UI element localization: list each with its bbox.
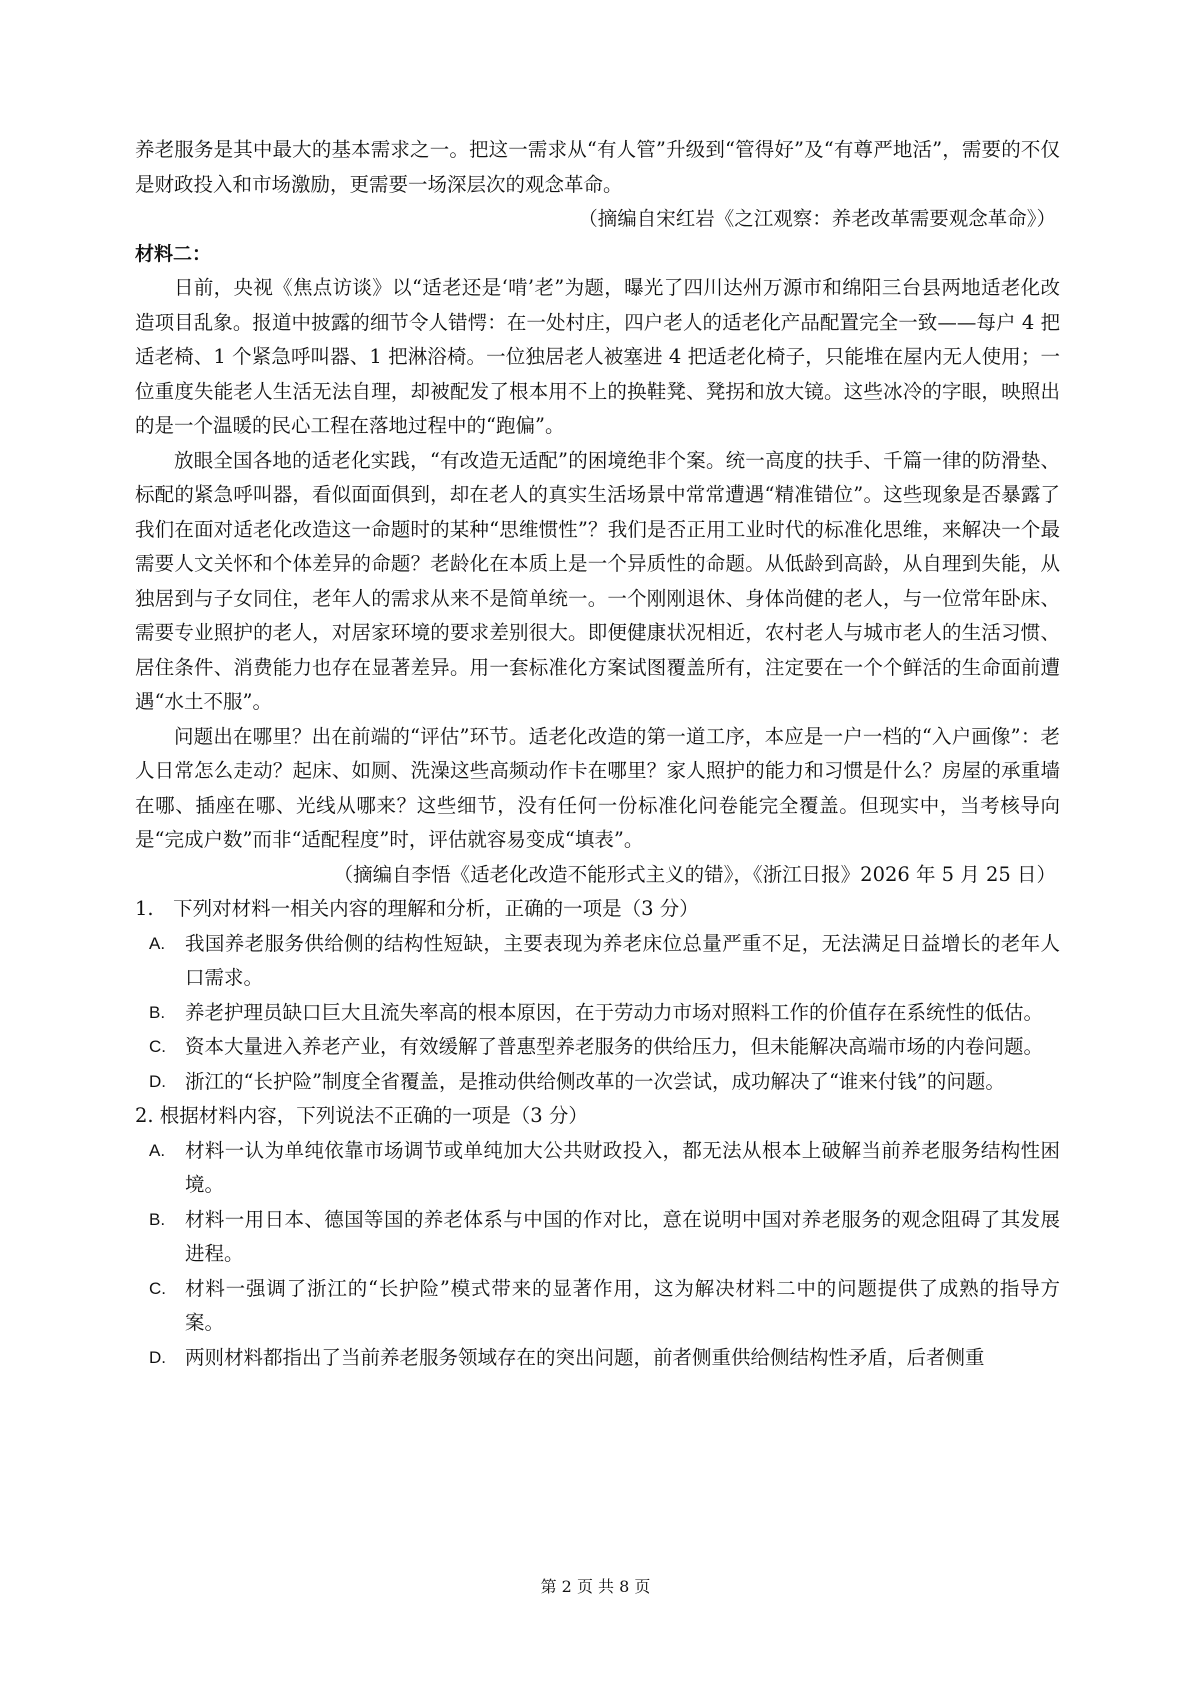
material2-paragraph: 放眼全国各地的适老化实践，“有改造无适配”的困境绝非个案。统一高度的扶手、千篇一律的防滑垫、标配的紧急呼叫器，看似面面俱到，却在老人的真实生活场景中常常遭遇“精准错位”。这些现象是否暴露了我们在面对适老化改造这一命题时的某种“思维惯性”？我们是否正用工业时代的标准化思维，来解决一个最需要人文关怀和个体差异的命题？老龄化在本质上是一个异质性的命题。从低龄到高龄，从自理到失能，从独居到与子女同住，老年人的需求从来不是简单统一。一个刚刚退休、身体尚健的老人，与一位常年卧床、需要专业照护的老人，对居家环境的要求差别很大。即便健康状况相近，农村老人与城市老人的生活习惯、居住条件、消费能力也存在显著差异。用一套标准化方案试图覆盖所有，注定要在一个个鲜活的生命面前遭遇“水土不服”。: [135, 448, 1060, 713]
material1-source: （摘编自宋红岩《之江观察：养老改革需要观念革命》）: [578, 207, 1056, 230]
material2-paragraph: 问题出在哪里？出在前端的“评估”环节。适老化改造的第一道工序，本应是一户一档的“入户画像”：老人日常怎么走动？起床、如厕、洗澡这些高频动作卡在哪里？家人照护的能力和习惯是什么？房屋的承重墙在哪、插座在哪、光线从哪来？这些细节，没有任何一份标准化问卷能完全覆盖。但现实中，当考核导向是“完成户数”而非“适配程度”时，评估就容易变成“填表”。: [135, 724, 1060, 851]
option-a: [135, 927, 1060, 996]
material2-source: （摘编自李悟《适老化改造不能形式主义的错》，《浙江日报》2026 年 5 月 25 日）: [333, 862, 1056, 886]
page-footer: 第 2 页 共 8 页: [540, 1577, 651, 1596]
question-2: [135, 1099, 1060, 1375]
option-text: 两则材料都指出了当前养老服务领域存在的突出问题，前者侧重供给侧结构性矛盾，后者侧重: [185, 1345, 985, 1369]
option-label: C.: [149, 1037, 166, 1056]
option-a: [135, 1134, 1060, 1203]
option-label: D.: [149, 1347, 166, 1367]
material1-paragraph: 养老服务是其中最大的基本需求之一。把这一需求从“有人管”升级到“管得好”及“有尊严地活”，需要的不仅是财政投入和市场激励，更需要一场深层次的观念革命。: [135, 138, 1060, 196]
option-b: [135, 996, 1060, 1031]
question-stem: 2. 根据材料内容，下列说法不正确的一项是（3 分）: [135, 1104, 588, 1127]
option-b: [135, 1203, 1060, 1272]
option-text: 浙江的“长护险”制度全省覆盖，是推动供给侧改革的一次尝试，成功解决了“谁来付钱”的问题。: [185, 1069, 1005, 1093]
option-c: [135, 1030, 1060, 1065]
option-c: [135, 1272, 1060, 1341]
option-text: 资本大量进入养老产业，有效缓解了普惠型养老服务的供给压力，但未能解决高端市场的内卷问题。: [185, 1035, 1044, 1058]
option-d: [135, 1341, 1060, 1376]
question-stem: 1. 下列对材料一相关内容的理解和分析，正确的一项是（3 分）: [135, 897, 699, 920]
option-label: A.: [149, 1140, 166, 1160]
material2-heading: 材料二：: [135, 242, 212, 265]
material2-paragraph: 日前，央视《焦点访谈》以“适老还是‘啃’老”为题，曝光了四川达州万源市和绵阳三台县两地适老化改造项目乱象。报道中披露的细节令人错愕：在一处村庄，四户老人的适老化产品配置完全一致——每户 4 把适老椅、1 个紧急呼叫器、1 把淋浴椅。一位独居老人被塞进 4 把适老化椅子，只能堆在屋内无人使用；一位重度失能老人生活无法自理，却被配发了根本用不上的换鞋凳、凳拐和放大镜。这些冰冷的字眼，映照出的是一个温暖的民心工程在落地过程中的“跑偏”。: [135, 276, 1060, 437]
option-d: [135, 1065, 1060, 1100]
question-1: [135, 892, 1060, 1099]
option-label: C.: [149, 1278, 166, 1298]
option-text: 材料一用日本、德国等国的养老体系与中国的作对比，意在说明中国对养老服务的观念阻碍了其发展进程。: [185, 1207, 1060, 1265]
option-label: B.: [149, 1209, 166, 1229]
option-text: 材料一认为单纯依靠市场调节或单纯加大公共财政投入，都无法从根本上破解当前养老服务结构性困境。: [185, 1138, 1060, 1196]
option-text: 养老护理员缺口巨大且流失率高的根本原因，在于劳动力市场对照料工作的价值存在系统性的低估。: [185, 1000, 1044, 1024]
option-label: A.: [149, 933, 166, 953]
option-text: 材料一强调了浙江的“长护险”模式带来的显著作用，这为解决材料二中的问题提供了成熟的指导方案。: [185, 1276, 1060, 1334]
option-text: 我国养老服务供给侧的结构性短缺，主要表现为养老床位总量严重不足，无法满足日益增长的老年人口需求。: [185, 931, 1060, 989]
option-label: D.: [149, 1071, 166, 1091]
page-content: [135, 133, 1060, 1375]
option-label: B.: [149, 1002, 166, 1022]
